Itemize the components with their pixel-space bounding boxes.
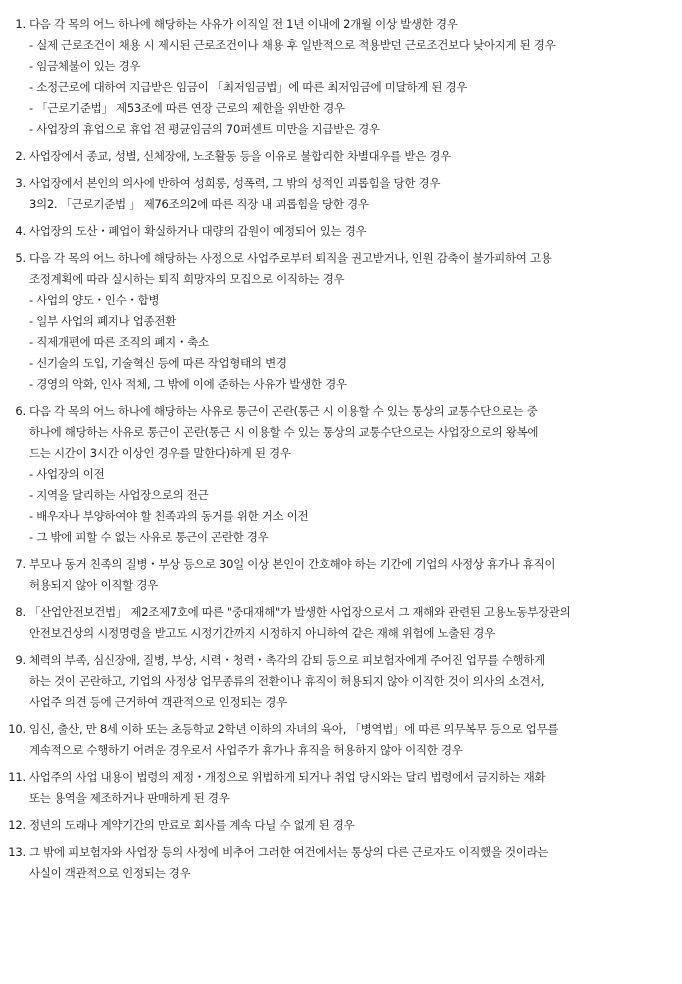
item-text-line: 다음 각 목의 어느 하나에 해당하는 사유가 이직일 전 1년 이내에 2개월 이상 발생한 경우	[29, 17, 458, 31]
item-text-line: 하나에 해당하는 사유로 통근이 곤란(통근 시 이용할 수 있는 통상의 교통수단으로는 사업장으로의 왕복에	[29, 425, 539, 439]
list-item	[6, 554, 672, 596]
item-text-line: 다음 각 목의 어느 하나에 해당하는 사정으로 사업주로부터 퇴직을 권고받거나, 인원 감축이 불가피하여 고용	[29, 251, 552, 265]
item-text-line: 또는 용역을 제조하거나 판매하게 된 경우	[29, 791, 230, 805]
sub-item: - 지역을 달리하는 사업장으로의 전근	[29, 488, 209, 502]
list-item	[6, 767, 672, 809]
sub-item: - 사업장의 이전	[29, 467, 105, 481]
item-text-line: 사업장에서 종교, 성별, 신체장애, 노조활동 등을 이유로 불합리한 차별대우를 받은 경우	[29, 149, 451, 163]
item-number: 9.	[15, 653, 26, 667]
sub-item: - 신기술의 도입, 기술혁신 등에 따른 작업형태의 변경	[29, 356, 287, 370]
item-number: 10.	[8, 722, 26, 736]
list-item	[6, 650, 672, 713]
list-item	[6, 602, 672, 644]
list-item	[6, 248, 672, 395]
item-text-line: 그 밖에 피보험자와 사업장 등의 사정에 비추어 그러한 여건에서는 통상의 다른 근로자도 이직했을 것이라는	[29, 845, 549, 859]
item-text-line: 사업주의 사업 내용이 법령의 제정・개정으로 위법하게 되거나 취업 당시와는 달리 법령에서 금지하는 재화	[29, 770, 546, 784]
item-text-line: 다음 각 목의 어느 하나에 해당하는 사유로 통근이 곤란(통근 시 이용할 수 있는 통상의 교통수단으로는 중	[29, 404, 538, 418]
item-number: 8.	[15, 605, 26, 619]
item-text-line: 사업장에서 본인의 의사에 반하여 성희롱, 성폭력, 그 밖의 성적인 괴롭힘을 당한 경우	[29, 176, 441, 190]
item-number: 5.	[15, 251, 26, 265]
item-text-line: 계속적으로 수행하기 어려운 경우로서 사업주가 휴가나 휴직을 허용하지 않아 이직한 경우	[29, 743, 463, 757]
sub-item: - 임금체불이 있는 경우	[29, 59, 141, 73]
item-text-line: 허용되지 않아 이직할 경우	[29, 578, 158, 592]
item-text-line: 체력의 부족, 심신장애, 질병, 부상, 시력・청력・촉각의 감퇴 등으로 피보험자에게 주어진 업무를 수행하게	[29, 653, 545, 667]
list-item	[6, 815, 672, 836]
item-number: 6.	[15, 404, 26, 418]
item-text-line: 사실이 객관적으로 인정되는 경우	[29, 866, 191, 880]
sub-item: - 일부 사업의 폐지나 업종전환	[29, 314, 176, 328]
item-number: 4.	[15, 224, 26, 238]
list-item	[6, 401, 672, 548]
item-text-line: 부모나 동거 친족의 질병・부상 등으로 30일 이상 본인이 간호해야 하는 기간에 기업의 사정상 휴가나 휴직이	[29, 557, 556, 571]
item-number: 11.	[8, 770, 26, 784]
numbered-list	[6, 14, 672, 884]
item-number: 3.	[15, 176, 26, 190]
item-text-line: 하는 것이 곤란하고, 기업의 사정상 업무종류의 전환이나 휴직이 허용되지 않아 이직한 것이 의사의 소견서,	[29, 674, 545, 688]
item-text-line: 임신, 출산, 만 8세 이하 또는 초등학교 2학년 이하의 자녀의 육아, 「병역법」에 따른 의무복무 등으로 업무를	[29, 722, 559, 736]
list-item	[6, 719, 672, 761]
sub-item: - 그 밖에 피할 수 없는 사유로 통근이 곤란한 경우	[29, 530, 269, 544]
item-number: 2.	[15, 149, 26, 163]
list-item	[6, 221, 672, 242]
item-text-line: 정년의 도래나 계약기간의 만료로 회사를 계속 다닐 수 없게 된 경우	[29, 818, 355, 832]
list-item	[6, 173, 672, 215]
item-text-line: 사업주 의견 등에 근거하여 객관적으로 인정되는 경우	[29, 695, 287, 709]
item-number: 7.	[15, 557, 26, 571]
list-item	[6, 842, 672, 884]
item-number: 1.	[15, 17, 26, 31]
item-number: 13.	[8, 845, 26, 859]
item-text-line: 사업장의 도산・폐업이 확실하거나 대량의 감원이 예정되어 있는 경우	[29, 224, 367, 238]
sub-item: - 사업의 양도・인수・합병	[29, 293, 160, 307]
sub-item: - 사업장의 휴업으로 휴업 전 평균임금의 70퍼센트 미만을 지급받은 경우	[29, 122, 380, 136]
sub-item: - 경영의 악화, 인사 적체, 그 밖에 이에 준하는 사유가 발생한 경우	[29, 377, 347, 391]
item-text-line: 안전보건상의 시정명령을 받고도 시정기간까지 시정하지 아니하여 같은 재해 위험에 노출된 경우	[29, 626, 495, 640]
list-item	[6, 14, 672, 140]
item-text-line: 드는 시간이 3시간 이상인 경우를 말한다)하게 된 경우	[29, 446, 291, 460]
item-text-line: 조정계획에 따라 실시하는 퇴직 희망자의 모집으로 이직하는 경우	[29, 272, 345, 286]
sub-item: - 직제개편에 따른 조직의 폐지・축소	[29, 335, 209, 349]
sub-item: - 실제 근로조건이 채용 시 제시된 근로조건이나 채용 후 일반적으로 적용받던 근로조건보다 낮아지게 된 경우	[29, 38, 556, 52]
list-item	[6, 146, 672, 167]
item-text-line: 「산업안전보건법」 제2조제7호에 따른 "중대재해"가 발생한 사업장으로서 그 재해와 관련된 고용노동부장관의	[29, 605, 571, 619]
sub-item: - 소정근로에 대하여 지급받은 임금이 「최저임금법」에 따른 최저임금에 미달하게 된 경우	[29, 80, 468, 94]
sub-item: - 「근로기준법」 제53조에 따른 연장 근로의 제한을 위반한 경우	[29, 101, 345, 115]
sub-item: - 배우자나 부양하여야 할 친족과의 동거를 위한 거소 이전	[29, 509, 309, 523]
item-number: 12.	[8, 818, 26, 832]
item-text-line: 3의2. 「근로기준법 」 제76조의2에 따른 직장 내 괴롭힘을 당한 경우	[29, 197, 369, 211]
